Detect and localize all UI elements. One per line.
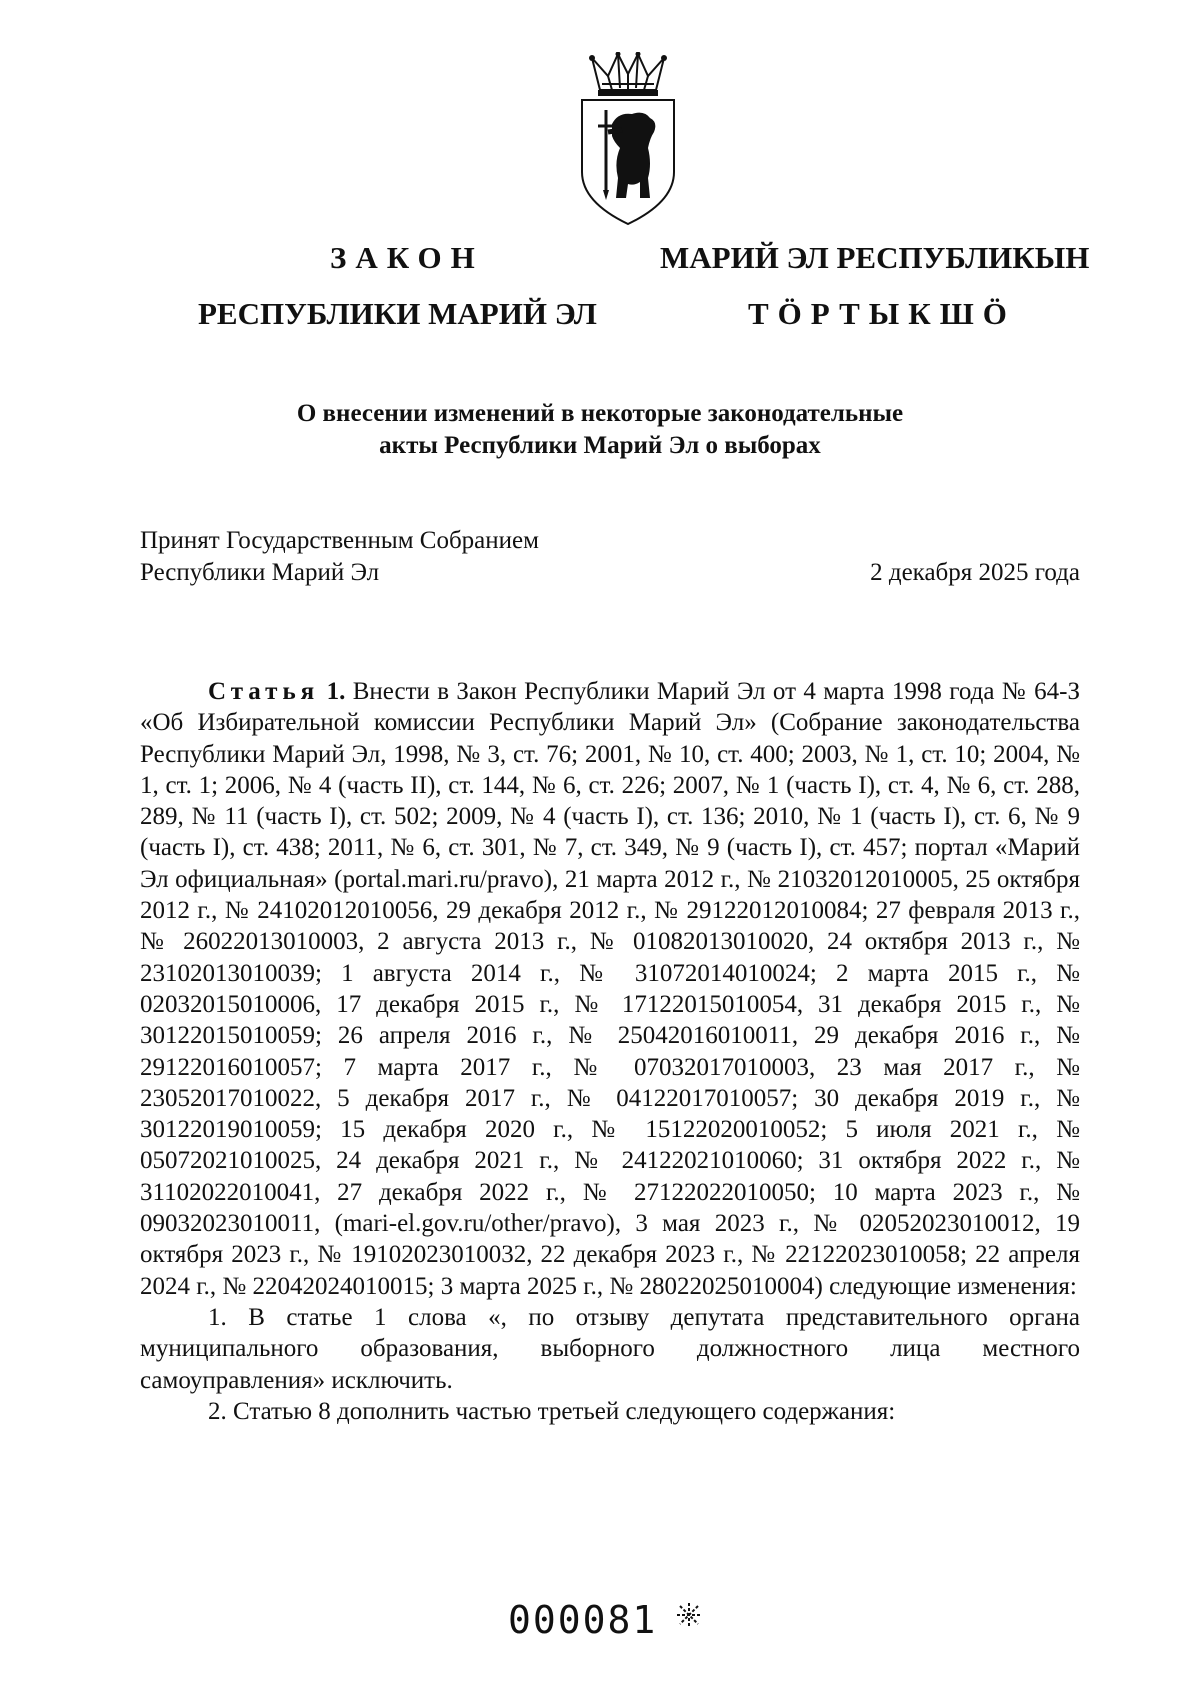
law-title-line: акты Республики Марий Эл о выборах bbox=[379, 432, 821, 459]
asterisk-icon bbox=[676, 1602, 702, 1628]
article-1-item: 2. Статью 8 дополнить частью третьей следующего содержания: bbox=[208, 1397, 896, 1425]
header-zakon: ЗАКОН bbox=[330, 240, 484, 275]
adoption-line: Республики Марий Эл bbox=[140, 559, 380, 586]
article-1-intro bbox=[140, 676, 1080, 1302]
adoption-info bbox=[140, 525, 539, 589]
document-serial-number: 000081 bbox=[508, 1598, 658, 1642]
adoption-date: 2 декабря 2025 года bbox=[870, 559, 1080, 586]
article-1-text: Внести в Закон Республики Марий Эл от 4 марта 1998 года № 64-З «Об Избирательной комиссии Республики Марий Эл» (Собрание законодательства Республики Марий Эл, 1998, № 3, ст. 76; 2001, № 10, ст. 400; 2003, № 1, ст. 10; 2004, № 1, ст. 1; 2006, № 4 (часть II), ст. 144, № 6, ст. 226; 2007, № 1 (часть I), ст. 4, № 6, ст. 288, 289, № 11 (часть I), ст. 502; 2009, № 4 (часть I), ст. 136; 2010, № 1 (часть I), ст. 6, № 9 (часть I), ст. 438; 2011, № 6, ст. 301, № 7, ст. 349, № 9 (часть I), ст. 457; портал «Марий Эл официальная» (portal.mari.ru/pravo), 21 марта 2012 г., № 21032012010005, 25 октября 2012 г., № 24102012010056, 29 декабря 2012 г., № 29122012010084; 27 февраля 2013 г., № 26022013010003, 2 августа 2013 г., № 01082013010020, 24 октября 2013 г., № 23102013010039; 1 августа 2014 г., № 31072014010024; 2 марта 2015 г., № 02032015010006, 17 декабря 2015 г., № 17122015010054, 31 декабря 2015 г., № 30122015010059; 26 апреля 2016 г., № 25042016010011, 29 декабря 2016 г., № 29122016010057; 7 марта 2017 г., № 07032017010003, 23 мая 2017 г., № 23052017010022, 5 декабря 2017 г., № 04122017010057; 30 декабря 2019 г., № 30122019010059; 15 декабря 2020 г., № 15122020010052; 5 июля 2021 г., № 05072021010025, 24 декабря 2021 г., № 24122021010060; 31 октября 2022 г., № 31102022010041, 27 декабря 2022 г., № 27122022010050; 10 марта 2023 г., № 09032023010011, (mari-el.gov.ru/other/pravo), 3 мая 2023 г., № 02052023010012, 19 октября 2023 г., № 19102023010032, 22 декабря 2023 г., № 22122023010058; 22 апреля 2024 г., № 22042024010015; 3 марта 2025 г., № 28022025010004) следующие изменения: bbox=[140, 678, 1080, 1300]
article-number: 1. bbox=[326, 678, 346, 705]
header-respubliki-mariy-el: РЕСПУБЛИКИ МАРИЙ ЭЛ bbox=[198, 296, 597, 331]
adoption-line: Принят Государственным Собранием bbox=[140, 527, 539, 554]
header-tortyksho: ТӦРТЫКШӦ bbox=[748, 296, 1016, 331]
article-1 bbox=[140, 676, 1080, 1427]
article-1-item: 1. В статье 1 слова «, по отзыву депутата представительного органа муниципального образования, выборного должностного лица местного самоуправления» исключить. bbox=[140, 1303, 1080, 1394]
article-label: Статья bbox=[208, 678, 320, 705]
mari-el-coat-of-arms-icon bbox=[578, 52, 678, 230]
law-title-line: О внесении изменений в некоторые законодательные bbox=[296, 400, 904, 427]
law-title bbox=[150, 398, 1050, 462]
header-mari-el-respublikyn: МАРИЙ ЭЛ РЕСПУБЛИКЫН bbox=[660, 240, 1090, 275]
